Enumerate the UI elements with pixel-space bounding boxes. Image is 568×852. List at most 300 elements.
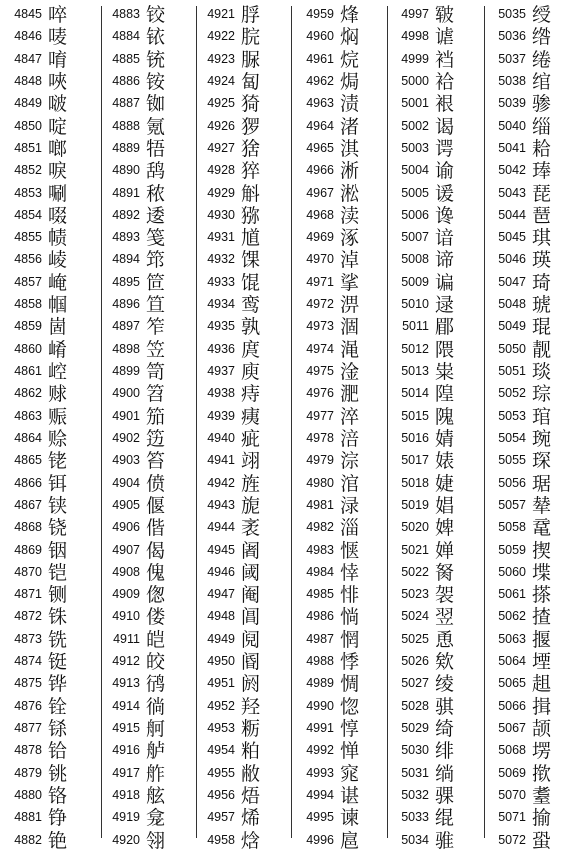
- table-row: [6, 606, 101, 628]
- table-row: [6, 406, 101, 428]
- entry-character: 琫: [532, 160, 552, 183]
- entry-number: 5019: [401, 497, 429, 512]
- table-row: [199, 26, 294, 48]
- entry-character: 婵: [435, 539, 455, 562]
- entry-number: 4853: [14, 185, 42, 200]
- table-row: [6, 629, 101, 651]
- entry-character: 斛: [241, 182, 261, 205]
- entry-character: 揿: [532, 762, 552, 785]
- table-row: [199, 763, 294, 785]
- entry-number: 4850: [14, 118, 42, 133]
- table-row: [393, 406, 488, 428]
- table-row: [6, 584, 101, 606]
- entry-number: 5001: [401, 96, 429, 111]
- entry-character: 淝: [340, 383, 360, 406]
- table-row: [298, 740, 393, 762]
- entry-number: 5052: [498, 386, 526, 401]
- table-row: [199, 71, 294, 93]
- table-row: [199, 383, 294, 405]
- table-row: [490, 606, 568, 628]
- entry-number: 4869: [14, 542, 42, 557]
- entry-character: 涿: [340, 227, 360, 250]
- column-2: [104, 4, 199, 852]
- entry-character: 舴: [146, 762, 166, 785]
- entry-character: 笺: [146, 227, 166, 250]
- entry-number: 5064: [498, 654, 526, 669]
- entry-character: 脲: [241, 48, 261, 71]
- entry-character: 笤: [146, 383, 166, 406]
- table-row: [6, 93, 101, 115]
- entry-number: 4923: [207, 51, 235, 66]
- table-row: [298, 4, 393, 26]
- entry-number: 4983: [306, 542, 334, 557]
- entry-character: 渚: [340, 115, 360, 138]
- entry-character: 铢: [48, 606, 68, 629]
- entry-number: 4880: [14, 787, 42, 802]
- entry-number: 4933: [207, 274, 235, 289]
- entry-character: 淠: [340, 294, 360, 317]
- table-row: [490, 227, 568, 249]
- entry-number: 5038: [498, 73, 526, 88]
- entry-number: 5063: [498, 631, 526, 646]
- entry-character: 琥: [532, 294, 552, 317]
- entry-character: 淇: [340, 137, 360, 160]
- entry-character: 粕: [241, 740, 261, 763]
- table-row: [298, 450, 393, 472]
- entry-character: 铗: [48, 494, 68, 517]
- entry-character: 唰: [48, 182, 68, 205]
- table-row: [298, 763, 393, 785]
- entry-character: 翌: [435, 606, 455, 629]
- table-row: [6, 830, 101, 852]
- table-row: [199, 93, 294, 115]
- entry-number: 4908: [112, 564, 140, 579]
- entry-number: 5065: [498, 676, 526, 691]
- entry-number: 4916: [112, 743, 140, 758]
- entry-number: 4953: [207, 721, 235, 735]
- entry-number: 4956: [207, 787, 235, 802]
- table-row: [393, 227, 488, 249]
- table-row: [6, 294, 101, 316]
- entry-number: 5059: [498, 542, 526, 557]
- table-row: [490, 93, 568, 115]
- table-row: [393, 71, 488, 93]
- entry-character: 胬: [435, 561, 455, 584]
- entry-number: 4859: [14, 319, 42, 334]
- entry-number: 4867: [14, 497, 42, 512]
- entry-character: 琪: [532, 227, 552, 250]
- entry-number: 5046: [498, 252, 526, 267]
- entry-character: 啜: [48, 204, 68, 227]
- table-row: [104, 450, 199, 472]
- entry-character: 揸: [532, 606, 552, 629]
- entry-number: 4974: [306, 341, 334, 356]
- entry-character: 渑: [340, 338, 360, 361]
- table-row: [104, 26, 199, 48]
- table-row: [6, 740, 101, 762]
- entry-character: 唛: [48, 26, 68, 49]
- entry-character: 扈: [340, 829, 360, 852]
- table-row: [6, 183, 101, 205]
- entry-character: 崚: [48, 249, 68, 272]
- table-row: [104, 673, 199, 695]
- entry-character: 绫: [435, 673, 455, 696]
- entry-number: 5012: [401, 341, 429, 356]
- entry-number: 5048: [498, 297, 526, 312]
- entry-number: 4934: [207, 297, 235, 312]
- table-row: [298, 339, 393, 361]
- entry-number: 4907: [112, 542, 140, 557]
- table-row: [199, 138, 294, 160]
- entry-number: 4947: [207, 587, 235, 602]
- entry-number: 4895: [112, 274, 140, 289]
- table-row: [199, 495, 294, 517]
- entry-character: 阇: [241, 539, 261, 562]
- entry-character: 筇: [146, 249, 166, 272]
- entry-number: 4972: [306, 297, 334, 312]
- entry-number: 4913: [112, 676, 140, 691]
- table-row: [6, 718, 101, 740]
- entry-character: 逶: [146, 204, 166, 227]
- entry-number: 4968: [306, 207, 334, 222]
- entry-number: 4894: [112, 252, 140, 267]
- table-row: [393, 473, 488, 495]
- entry-character: 揄: [532, 807, 552, 830]
- entry-number: 4949: [207, 631, 235, 646]
- entry-character: 徜: [146, 695, 166, 718]
- entry-character: 猝: [241, 160, 261, 183]
- table-row: [104, 785, 199, 807]
- table-row: [393, 49, 488, 71]
- entry-number: 5043: [498, 185, 526, 200]
- table-row: [104, 830, 199, 852]
- entry-character: 耋: [532, 784, 552, 807]
- table-row: [199, 406, 294, 428]
- table-row: [298, 26, 393, 48]
- table-row: [393, 673, 488, 695]
- entry-character: 猗: [241, 93, 261, 116]
- table-row: [298, 116, 393, 138]
- column-divider: [387, 6, 388, 838]
- entry-character: 琨: [532, 316, 552, 339]
- table-row: [6, 361, 101, 383]
- entry-number: 5040: [498, 118, 526, 133]
- entry-number: 4970: [306, 252, 334, 267]
- table-row: [199, 785, 294, 807]
- entry-number: 4929: [207, 185, 235, 200]
- entry-number: 4973: [306, 319, 334, 334]
- entry-number: 4919: [112, 810, 140, 825]
- entry-character: 淅: [340, 160, 360, 183]
- entry-character: 铵: [146, 70, 166, 93]
- entry-character: 庾: [241, 361, 261, 383]
- entry-character: 谝: [435, 271, 455, 294]
- entry-character: 铫: [48, 762, 68, 785]
- table-row: [393, 294, 488, 316]
- entry-number: 5008: [401, 252, 429, 267]
- entry-number: 5042: [498, 163, 526, 178]
- entry-character: 铑: [48, 450, 68, 473]
- entry-number: 4884: [112, 29, 140, 44]
- table-row: [104, 629, 199, 651]
- entry-number: 4944: [207, 520, 235, 535]
- entry-character: 谖: [435, 182, 455, 205]
- entry-number: 5004: [401, 163, 429, 178]
- entry-character: 绻: [532, 48, 552, 71]
- entry-character: 崆: [48, 361, 68, 383]
- table-row: [6, 383, 101, 405]
- table-row: [6, 339, 101, 361]
- table-row: [298, 272, 393, 294]
- entry-character: 琛: [532, 450, 552, 473]
- entry-character: 鸾: [241, 294, 261, 317]
- entry-character: 鸹: [146, 160, 166, 183]
- entry-character: 淦: [340, 361, 360, 383]
- table-row: [490, 696, 568, 718]
- entry-character: 婢: [435, 517, 455, 540]
- entry-character: 骖: [532, 93, 552, 116]
- entry-number: 5032: [401, 787, 429, 802]
- entry-number: 4924: [207, 73, 235, 88]
- entry-character: 脘: [241, 26, 261, 49]
- entry-character: 焖: [340, 26, 360, 49]
- table-row: [393, 160, 488, 182]
- entry-number: 4920: [112, 832, 140, 847]
- entry-character: 阋: [241, 628, 261, 651]
- table-row: [490, 4, 568, 26]
- entry-number: 4946: [207, 564, 235, 579]
- entry-number: 4883: [112, 7, 140, 21]
- entry-character: 偻: [146, 606, 166, 629]
- table-row: [104, 406, 199, 428]
- entry-number: 4882: [14, 832, 42, 847]
- table-row: [393, 651, 488, 673]
- entry-character: 琬: [532, 427, 552, 450]
- table-row: [298, 160, 393, 182]
- entry-number: 4961: [306, 51, 334, 66]
- table-row: [298, 93, 393, 115]
- entry-number: 5071: [498, 810, 526, 825]
- entry-number: 4852: [14, 163, 42, 178]
- entry-number: 5053: [498, 408, 526, 423]
- entry-number: 5018: [401, 475, 429, 490]
- entry-character: 辇: [532, 494, 552, 517]
- table-row: [490, 249, 568, 271]
- entry-character: 笪: [146, 294, 166, 317]
- table-row: [393, 316, 488, 338]
- entry-character: 骒: [435, 784, 455, 807]
- entry-number: 4899: [112, 364, 140, 378]
- table-row: [490, 584, 568, 606]
- entry-number: 4985: [306, 587, 334, 602]
- entry-character: 郿: [435, 316, 455, 339]
- table-row: [298, 629, 393, 651]
- entry-number: 4977: [306, 408, 334, 423]
- column-3: [199, 4, 294, 852]
- table-row: [6, 26, 101, 48]
- entry-character: 揳: [532, 539, 552, 562]
- table-row: [199, 718, 294, 740]
- entry-number: 5047: [498, 274, 526, 289]
- entry-number: 4872: [14, 609, 42, 624]
- entry-character: 笞: [146, 450, 166, 473]
- entry-character: 琯: [532, 405, 552, 428]
- table-row: [6, 116, 101, 138]
- entry-character: 阏: [241, 673, 261, 696]
- table-row: [298, 606, 393, 628]
- entry-character: 惇: [340, 718, 360, 740]
- table-row: [298, 495, 393, 517]
- entry-character: 袤: [241, 517, 261, 540]
- entry-character: 渎: [340, 204, 360, 227]
- table-row: [6, 495, 101, 517]
- entry-character: 绲: [435, 807, 455, 830]
- entry-number: 4865: [14, 453, 42, 468]
- entry-number: 4851: [14, 140, 42, 155]
- entry-character: 崤: [48, 338, 68, 361]
- table-row: [104, 227, 199, 249]
- entry-character: 瑛: [532, 249, 552, 272]
- table-row: [298, 807, 393, 829]
- entry-character: 淞: [340, 182, 360, 205]
- table-row: [6, 763, 101, 785]
- table-row: [104, 49, 199, 71]
- table-row: [490, 517, 568, 539]
- table-row: [393, 4, 488, 26]
- column-1: [6, 4, 101, 852]
- entry-number: 4874: [14, 654, 42, 669]
- entry-character: 崮: [48, 316, 68, 339]
- entry-number: 5025: [401, 631, 429, 646]
- table-row: [104, 584, 199, 606]
- entry-number: 5026: [401, 654, 429, 669]
- table-row: [104, 807, 199, 829]
- table-row: [199, 160, 294, 182]
- table-row: [393, 495, 488, 517]
- entry-character: 旌: [241, 472, 261, 495]
- table-row: [298, 294, 393, 316]
- table-row: [199, 316, 294, 338]
- entry-number: 4903: [112, 453, 140, 468]
- table-row: [393, 116, 488, 138]
- entry-number: 4994: [306, 787, 334, 802]
- table-row: [6, 428, 101, 450]
- entry-number: 4965: [306, 140, 334, 155]
- entry-number: 5013: [401, 364, 429, 378]
- table-row: [490, 116, 568, 138]
- entry-number: 4898: [112, 341, 140, 356]
- entry-number: 4876: [14, 698, 42, 713]
- entry-character: 靓: [532, 338, 552, 361]
- table-row: [490, 763, 568, 785]
- entry-number: 4860: [14, 341, 42, 356]
- entry-number: 5000: [401, 73, 429, 88]
- entry-character: 绯: [435, 740, 455, 763]
- entry-character: 婧: [435, 427, 455, 450]
- table-row: [393, 383, 488, 405]
- entry-number: 4864: [14, 430, 42, 445]
- entry-number: 5039: [498, 96, 526, 111]
- entry-character: 铨: [48, 695, 68, 718]
- column-6: [490, 4, 568, 852]
- entry-number: 5060: [498, 564, 526, 579]
- table-row: [393, 718, 488, 740]
- entry-character: 痍: [241, 405, 261, 428]
- table-row: [298, 361, 393, 383]
- entry-character: 琵: [532, 182, 552, 205]
- entry-character: 铳: [146, 48, 166, 71]
- entry-number: 4980: [306, 475, 334, 490]
- entry-number: 4931: [207, 230, 235, 245]
- entry-character: 铬: [48, 784, 68, 807]
- entry-number: 4878: [14, 743, 42, 758]
- table-row: [104, 71, 199, 93]
- table-row: [393, 785, 488, 807]
- table-row: [393, 272, 488, 294]
- table-row: [199, 205, 294, 227]
- entry-number: 5023: [401, 587, 429, 602]
- table-row: [490, 294, 568, 316]
- table-row: [199, 450, 294, 472]
- entry-character: 娼: [435, 494, 455, 517]
- table-row: [199, 4, 294, 26]
- entry-character: 舻: [146, 740, 166, 763]
- entry-character: 蛩: [532, 829, 552, 852]
- entry-character: 惬: [340, 539, 360, 562]
- entry-character: 阊: [241, 606, 261, 629]
- entry-character: 旎: [241, 494, 261, 517]
- table-row: [199, 673, 294, 695]
- entry-number: 5014: [401, 386, 429, 401]
- entry-character: 焐: [241, 784, 261, 807]
- entry-number: 4856: [14, 252, 42, 267]
- entry-number: 4978: [306, 430, 334, 445]
- entry-character: 绶: [532, 4, 552, 26]
- entry-character: 痔: [241, 383, 261, 406]
- table-row: [490, 785, 568, 807]
- entry-character: 铷: [146, 93, 166, 116]
- table-row: [104, 138, 199, 160]
- entry-character: 啵: [48, 93, 68, 116]
- table-row: [104, 361, 199, 383]
- table-row: [298, 696, 393, 718]
- entry-character: 偕: [146, 517, 166, 540]
- entry-number: 4988: [306, 654, 334, 669]
- entry-number: 4990: [306, 698, 334, 713]
- table-row: [298, 49, 393, 71]
- entry-character: 猕: [241, 204, 261, 227]
- entry-character: 焗: [340, 70, 360, 93]
- table-row: [104, 540, 199, 562]
- table-row: [490, 540, 568, 562]
- table-row: [490, 160, 568, 182]
- entry-number: 4873: [14, 631, 42, 646]
- entry-number: 5041: [498, 140, 526, 155]
- table-row: [490, 651, 568, 673]
- table-row: [490, 26, 568, 48]
- table-row: [393, 339, 488, 361]
- table-row: [104, 740, 199, 762]
- entry-character: 焓: [241, 829, 261, 852]
- entry-number: 4999: [401, 51, 429, 66]
- entry-number: 5072: [498, 832, 526, 847]
- entry-character: 搽: [532, 584, 552, 607]
- entry-number: 5049: [498, 319, 526, 334]
- table-row: [298, 316, 393, 338]
- entry-character: 阍: [241, 651, 261, 674]
- entry-number: 5003: [401, 140, 429, 155]
- entry-character: 氪: [146, 115, 166, 138]
